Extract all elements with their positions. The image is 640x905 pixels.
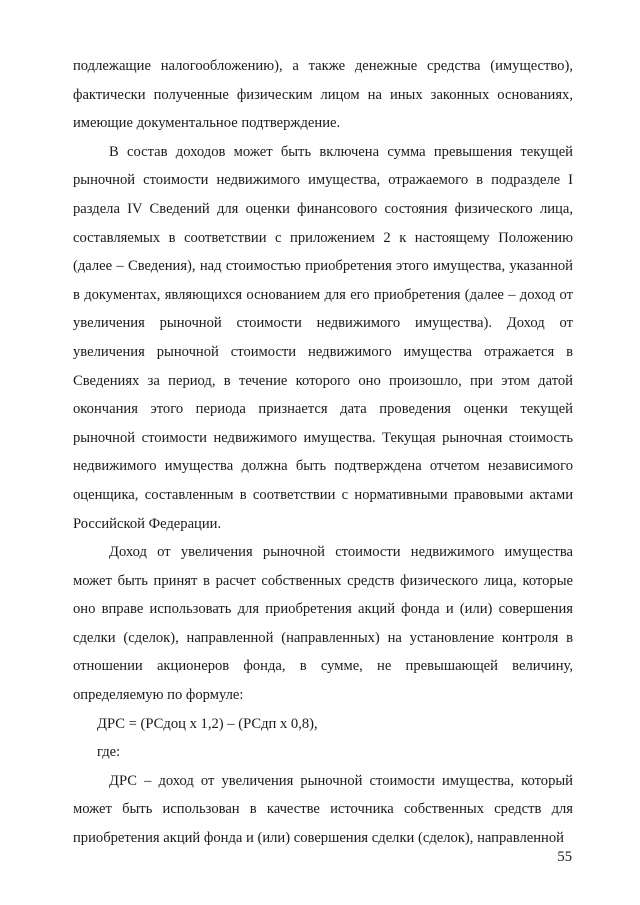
document-body: [73, 52, 573, 853]
page-number: 55: [557, 849, 572, 865]
paragraph-1: подлежащие налогообложению), а также денежные средства (имущество), фактически полученные физическим лицом на иных законных основаниях, имеющие документальное подтверждение.: [73, 58, 573, 132]
definition-paragraph: ДРС – доход от увеличения рыночной стоимости имущества, который может быть использован в качестве источника собственных средств для приобретения акций фонда и (или) совершения сделки (сделок), направленной: [73, 772, 573, 847]
paragraph-3: Доход от увеличения рыночной стоимости недвижимого имущества может быть принят в расчет собственных средств физического лица, которые оно вправе использовать для приобретения акций фонда и (или) совершения сделки (сделок), направленной (направленных) на установление контроля в отношении акционеров фонда, в сумме, не превышающей величину, определяемую по формуле:: [73, 544, 573, 704]
paragraph-2: В состав доходов может быть включена сумма превышения текущей рыночной стоимости недвижимого имущества, отражаемого в подразделе I раздела IV Сведений для оценки финансового состояния физического лица, составляемых в соответствии с приложением 2 к настоящему Положению (далее – Сведения), над стоимостью приобретения этого имущества, указанной в документах, являющихся основанием для его приобретения (далее – доход от увеличения рыночной стоимости недвижимого имущества). Доход от увеличения рыночной стоимости недвижимого имущества отражается в Сведениях за период, в течение которого оно произошло, при этом датой окончания этого периода признается дата проведения оценки текущей рыночной стоимости недвижимого имущества. Текущая рыночная стоимость недвижимого имущества должна быть подтверждена отчетом независимого оценщика, составленным в соответствии с нормативными правовыми актами Российской Федерации.: [73, 143, 573, 532]
formula: ДРС = (РСдоц х 1,2) – (РСдп х 0,8),: [97, 715, 318, 732]
where-label: где:: [97, 744, 121, 761]
